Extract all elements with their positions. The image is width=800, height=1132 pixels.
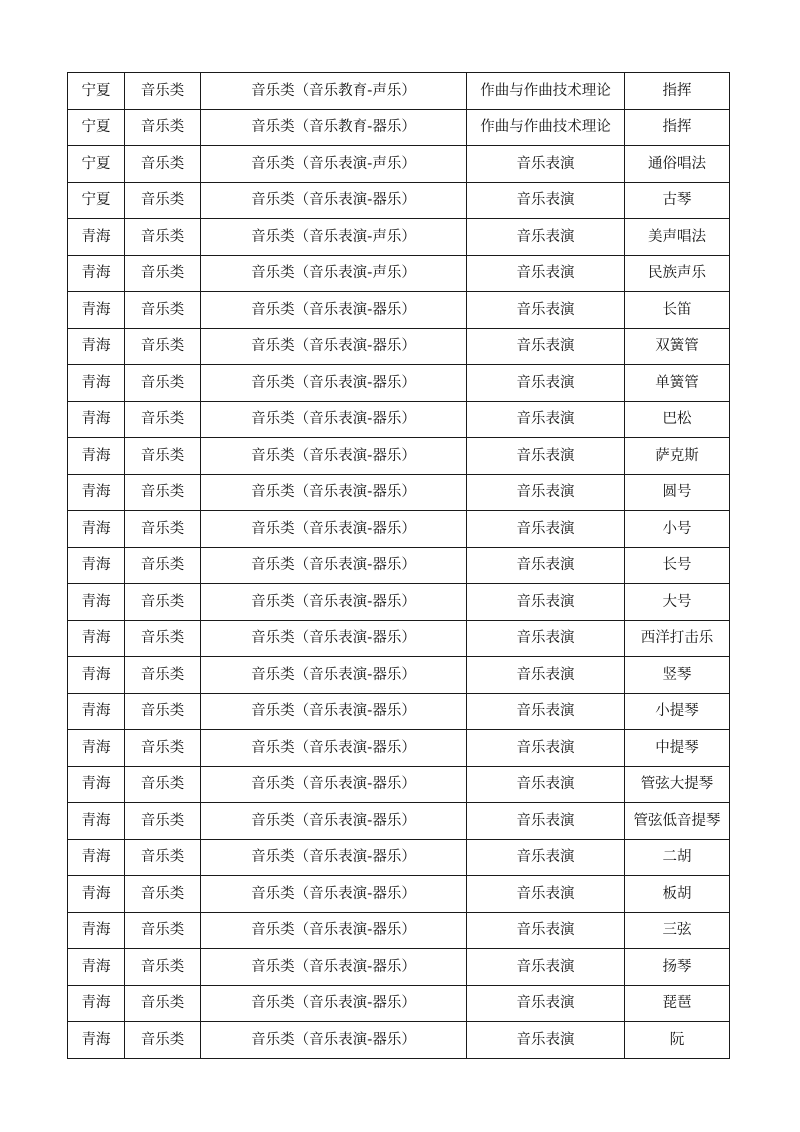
table-row [68,547,730,584]
major-cell: 音乐表演 [467,949,625,986]
table-row [68,255,730,292]
exam-type-cell: 音乐类（音乐表演-器乐） [201,547,467,584]
table-row [68,949,730,986]
table-row [68,219,730,256]
major-cell: 音乐表演 [467,547,625,584]
province-cell: 青海 [68,1022,125,1059]
table-row [68,182,730,219]
direction-cell: 中提琴 [625,730,730,767]
category-cell: 音乐类 [125,511,201,548]
major-cell: 作曲与作曲技术理论 [467,109,625,146]
category-cell: 音乐类 [125,547,201,584]
province-cell: 青海 [68,876,125,913]
exam-type-cell: 音乐类（音乐表演-器乐） [201,401,467,438]
province-cell: 青海 [68,547,125,584]
category-cell: 音乐类 [125,985,201,1022]
direction-cell: 指挥 [625,109,730,146]
major-cell: 音乐表演 [467,657,625,694]
table-row [68,912,730,949]
exam-type-cell: 音乐类（音乐表演-声乐） [201,146,467,183]
category-cell: 音乐类 [125,949,201,986]
exam-type-cell: 音乐类（音乐表演-器乐） [201,839,467,876]
major-cell: 音乐表演 [467,438,625,475]
major-cell: 音乐表演 [467,255,625,292]
major-cell: 音乐表演 [467,730,625,767]
direction-cell: 通俗唱法 [625,146,730,183]
province-cell: 青海 [68,365,125,402]
exam-type-cell: 音乐类（音乐教育-器乐） [201,109,467,146]
category-cell: 音乐类 [125,328,201,365]
table-row [68,803,730,840]
exam-type-cell: 音乐类（音乐表演-器乐） [201,912,467,949]
category-cell: 音乐类 [125,620,201,657]
exam-type-cell: 音乐类（音乐表演-器乐） [201,657,467,694]
major-cell: 作曲与作曲技术理论 [467,73,625,110]
category-cell: 音乐类 [125,182,201,219]
major-cell: 音乐表演 [467,584,625,621]
major-cell: 音乐表演 [467,511,625,548]
major-cell: 音乐表演 [467,401,625,438]
table-row [68,657,730,694]
exam-type-cell: 音乐类（音乐表演-器乐） [201,730,467,767]
major-cell: 音乐表演 [467,292,625,329]
table-body [68,73,730,1059]
province-cell: 青海 [68,949,125,986]
table-row [68,401,730,438]
province-cell: 青海 [68,620,125,657]
direction-cell: 古琴 [625,182,730,219]
direction-cell: 长笛 [625,292,730,329]
exam-type-cell: 音乐类（音乐表演-器乐） [201,985,467,1022]
exam-type-cell: 音乐类（音乐表演-器乐） [201,328,467,365]
category-cell: 音乐类 [125,1022,201,1059]
exam-type-cell: 音乐类（音乐表演-器乐） [201,620,467,657]
exam-type-cell: 音乐类（音乐表演-声乐） [201,255,467,292]
category-cell: 音乐类 [125,73,201,110]
category-cell: 音乐类 [125,803,201,840]
exam-type-cell: 音乐类（音乐表演-器乐） [201,365,467,402]
direction-cell: 小提琴 [625,693,730,730]
category-cell: 音乐类 [125,474,201,511]
major-cell: 音乐表演 [467,693,625,730]
direction-cell: 三弦 [625,912,730,949]
exam-type-cell: 音乐类（音乐表演-器乐） [201,182,467,219]
direction-cell: 管弦低音提琴 [625,803,730,840]
province-cell: 青海 [68,511,125,548]
category-cell: 音乐类 [125,438,201,475]
direction-cell: 扬琴 [625,949,730,986]
province-cell: 青海 [68,292,125,329]
major-cell: 音乐表演 [467,912,625,949]
category-cell: 音乐类 [125,876,201,913]
category-cell: 音乐类 [125,766,201,803]
direction-cell: 萨克斯 [625,438,730,475]
direction-cell: 二胡 [625,839,730,876]
province-cell: 青海 [68,693,125,730]
province-cell: 青海 [68,803,125,840]
category-cell: 音乐类 [125,365,201,402]
category-cell: 音乐类 [125,401,201,438]
exam-type-cell: 音乐类（音乐表演-器乐） [201,1022,467,1059]
table-row [68,511,730,548]
table-row [68,328,730,365]
category-cell: 音乐类 [125,109,201,146]
exam-type-cell: 音乐类（音乐表演-声乐） [201,219,467,256]
exam-type-cell: 音乐类（音乐表演-器乐） [201,803,467,840]
direction-cell: 圆号 [625,474,730,511]
major-cell: 音乐表演 [467,146,625,183]
province-cell: 青海 [68,912,125,949]
direction-cell: 管弦大提琴 [625,766,730,803]
province-cell: 青海 [68,474,125,511]
major-cell: 音乐表演 [467,803,625,840]
direction-cell: 双簧管 [625,328,730,365]
category-cell: 音乐类 [125,657,201,694]
exam-type-cell: 音乐类（音乐表演-器乐） [201,292,467,329]
table-row [68,365,730,402]
table-row [68,292,730,329]
province-cell: 宁夏 [68,109,125,146]
category-cell: 音乐类 [125,693,201,730]
direction-cell: 长号 [625,547,730,584]
province-cell: 青海 [68,438,125,475]
enrollment-table [67,72,730,1059]
province-cell: 青海 [68,584,125,621]
direction-cell: 阮 [625,1022,730,1059]
category-cell: 音乐类 [125,255,201,292]
direction-cell: 巴松 [625,401,730,438]
major-cell: 音乐表演 [467,766,625,803]
major-cell: 音乐表演 [467,219,625,256]
province-cell: 青海 [68,328,125,365]
province-cell: 青海 [68,219,125,256]
major-cell: 音乐表演 [467,985,625,1022]
category-cell: 音乐类 [125,292,201,329]
exam-type-cell: 音乐类（音乐表演-器乐） [201,511,467,548]
province-cell: 青海 [68,401,125,438]
province-cell: 宁夏 [68,146,125,183]
direction-cell: 琵琶 [625,985,730,1022]
province-cell: 宁夏 [68,73,125,110]
table-row [68,766,730,803]
direction-cell: 民族声乐 [625,255,730,292]
category-cell: 音乐类 [125,219,201,256]
province-cell: 青海 [68,766,125,803]
province-cell: 青海 [68,985,125,1022]
major-cell: 音乐表演 [467,1022,625,1059]
exam-type-cell: 音乐类（音乐表演-器乐） [201,766,467,803]
major-cell: 音乐表演 [467,876,625,913]
exam-type-cell: 音乐类（音乐教育-声乐） [201,73,467,110]
province-cell: 青海 [68,657,125,694]
direction-cell: 美声唱法 [625,219,730,256]
table-row [68,839,730,876]
table-row [68,1022,730,1059]
table-row [68,474,730,511]
direction-cell: 单簧管 [625,365,730,402]
table-row [68,693,730,730]
exam-type-cell: 音乐类（音乐表演-器乐） [201,438,467,475]
exam-type-cell: 音乐类（音乐表演-器乐） [201,693,467,730]
category-cell: 音乐类 [125,839,201,876]
direction-cell: 指挥 [625,73,730,110]
province-cell: 宁夏 [68,182,125,219]
table-row [68,584,730,621]
province-cell: 青海 [68,730,125,767]
exam-type-cell: 音乐类（音乐表演-器乐） [201,876,467,913]
table-row [68,73,730,110]
major-cell: 音乐表演 [467,182,625,219]
province-cell: 青海 [68,839,125,876]
exam-type-cell: 音乐类（音乐表演-器乐） [201,474,467,511]
exam-type-cell: 音乐类（音乐表演-器乐） [201,584,467,621]
category-cell: 音乐类 [125,912,201,949]
exam-type-cell: 音乐类（音乐表演-器乐） [201,949,467,986]
direction-cell: 大号 [625,584,730,621]
province-cell: 青海 [68,255,125,292]
major-cell: 音乐表演 [467,365,625,402]
major-cell: 音乐表演 [467,328,625,365]
category-cell: 音乐类 [125,730,201,767]
table-row [68,146,730,183]
category-cell: 音乐类 [125,146,201,183]
major-cell: 音乐表演 [467,474,625,511]
category-cell: 音乐类 [125,584,201,621]
direction-cell: 小号 [625,511,730,548]
table-row [68,985,730,1022]
table-row [68,876,730,913]
table-row [68,109,730,146]
direction-cell: 竖琴 [625,657,730,694]
table-row [68,438,730,475]
direction-cell: 西洋打击乐 [625,620,730,657]
major-cell: 音乐表演 [467,839,625,876]
direction-cell: 板胡 [625,876,730,913]
major-cell: 音乐表演 [467,620,625,657]
table-row [68,620,730,657]
table-row [68,730,730,767]
